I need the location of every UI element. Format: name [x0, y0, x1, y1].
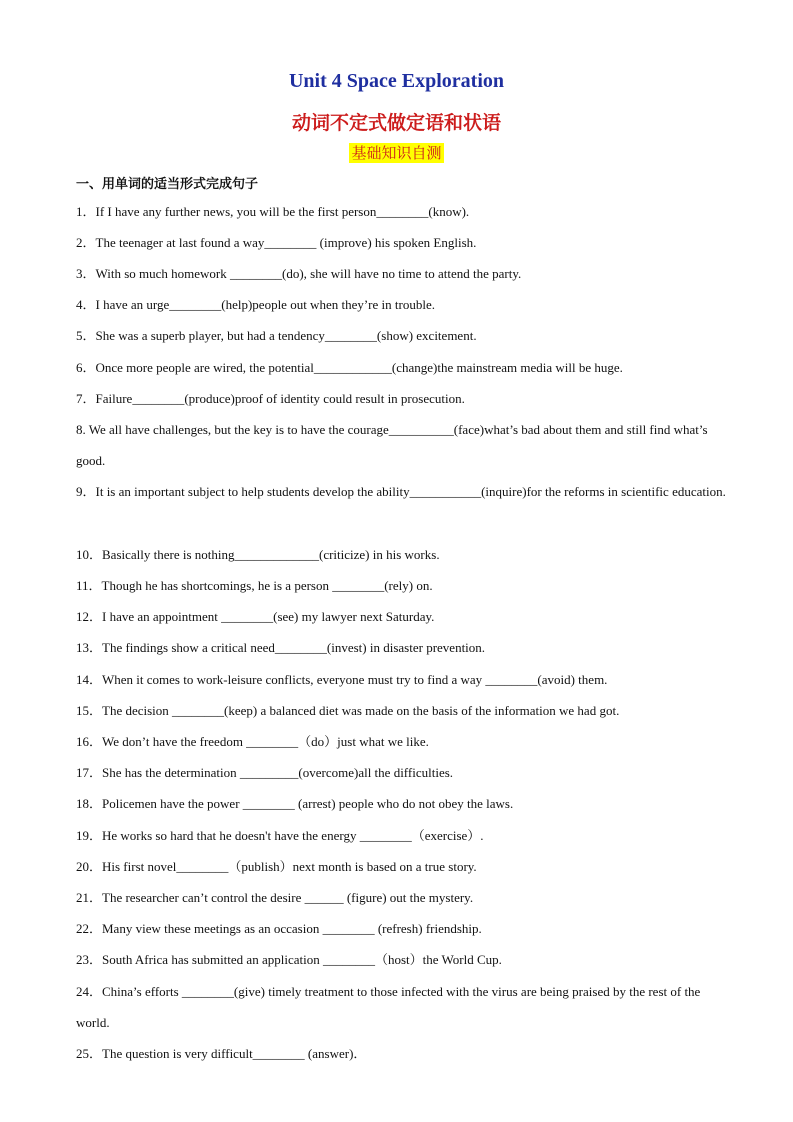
section-badge: 基础知识自测	[351, 144, 442, 162]
question-item: 18．Policemen have the power ________ (arrest) people who do not obey the laws.	[76, 796, 514, 811]
question-item: 7．Failure________(produce)proof of identity could result in prosecution.	[76, 391, 465, 406]
question-item: 23．South Africa has submitted an application ________（host）the World Cup.	[76, 952, 502, 967]
question-item: 20．His first novel________（publish）next month is based on a true story.	[76, 859, 477, 874]
question-item: 8. We all have challenges, but the key is to have the courage__________(face)what’s bad about them and still find what’s good.	[76, 422, 708, 468]
badge-container	[0, 143, 793, 163]
question-item: 13．The findings show a critical need________(invest) in disaster prevention.	[76, 640, 486, 655]
question-item: 22．Many view these meetings as an occasion ________ (refresh) friendship.	[76, 921, 482, 936]
question-item: 11．Though he has shortcomings, he is a person ________(rely) on.	[76, 578, 433, 593]
question-item: 10．Basically there is nothing_____________(criticize) in his works.	[76, 547, 440, 562]
question-item: 21．The researcher can’t control the desire ______ (figure) out the mystery.	[76, 890, 474, 905]
question-item: 4．I have an urge________(help)people out when they’re in trouble.	[76, 297, 435, 312]
question-item: 17．She has the determination _________(overcome)all the difficulties.	[76, 765, 454, 780]
question-item: 24．China’s efforts ________(give) timely treatment to those infected with the virus are being praised by the rest of the world.	[76, 984, 701, 1030]
question-item: 14．When it comes to work-leisure conflicts, everyone must try to find a way ________(avoid) them.	[76, 672, 608, 687]
question-item: 3．With so much homework ________(do), she will have no time to attend the party.	[76, 266, 522, 281]
question-item: 9．It is an important subject to help students develop the ability___________(inquire)for the reforms in scientific education.	[76, 484, 726, 499]
question-item: 2．The teenager at last found a way________ (improve) his spoken English.	[76, 235, 477, 250]
question-item: 12．I have an appointment ________(see) my lawyer next Saturday.	[76, 609, 435, 624]
question-item: 1．If I have any further news, you will be the first person________(know).	[76, 204, 470, 219]
section-heading: 一、用单词的适当形式完成句子	[76, 177, 259, 192]
question-item: 5．She was a superb player, but had a tendency________(show) excitement.	[76, 328, 477, 343]
page-subtitle: 动词不定式做定语和状语	[291, 112, 501, 134]
question-item: 16．We don’t have the freedom ________（do）just what we like.	[76, 734, 429, 749]
question-item: 6．Once more people are wired, the potential____________(change)the mainstream media will be huge.	[76, 360, 623, 375]
question-item: 25．The question is very difficult________ (answer)．	[76, 1046, 367, 1061]
question-item: 19．He works so hard that he doesn't have the energy ________（exercise）.	[76, 828, 484, 843]
page-title: Unit 4 Space Exploration	[288, 70, 505, 92]
question-item: 15．The decision ________(keep) a balanced diet was made on the basis of the information we had got.	[76, 703, 620, 718]
